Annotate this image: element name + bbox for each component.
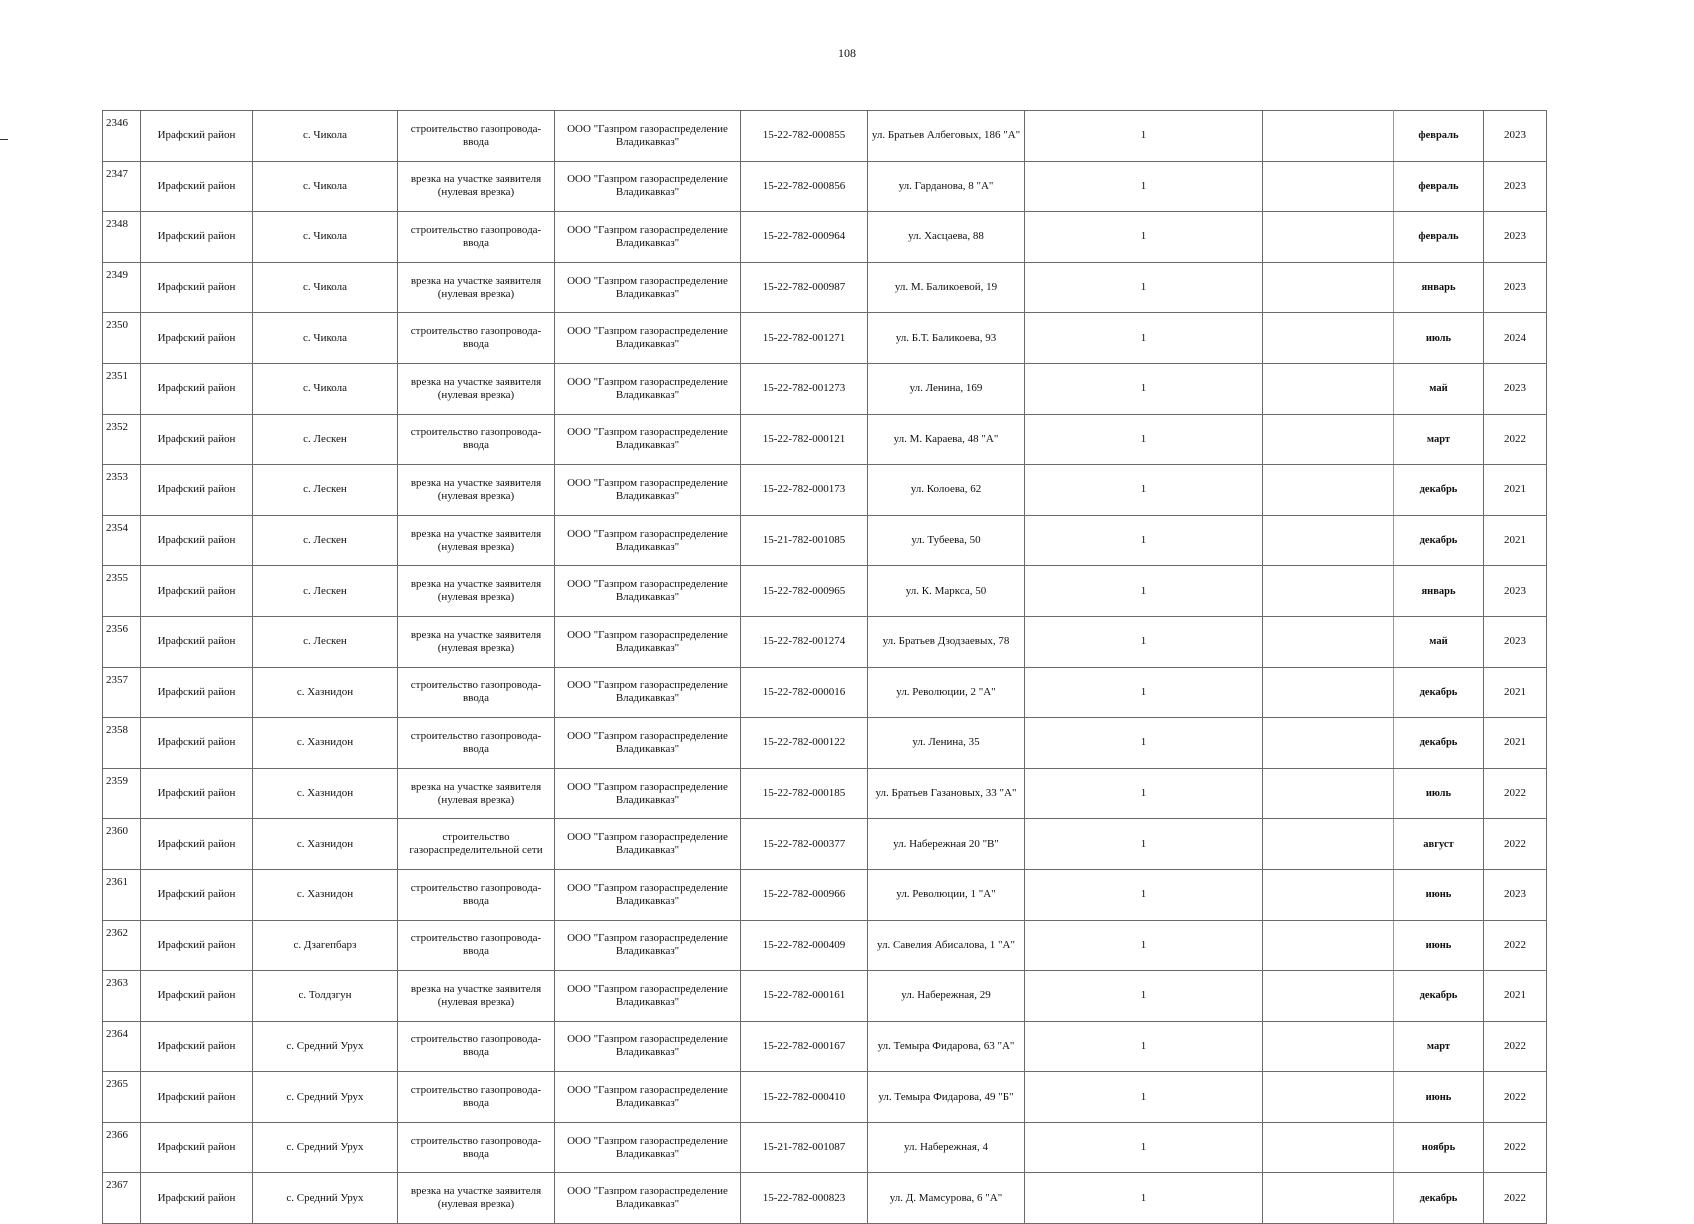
empty-cell: [1263, 1072, 1394, 1123]
address-cell: ул. Ленина, 35: [868, 718, 1025, 769]
quantity-cell: 1: [1025, 1072, 1263, 1123]
quantity-cell: 1: [1025, 920, 1263, 971]
table-row: [103, 111, 1547, 162]
work-type-cell: строительство газопровода-ввода: [398, 313, 555, 364]
row-number-cell: 2350: [103, 313, 141, 364]
month-cell: февраль: [1394, 111, 1484, 162]
application-code-cell: 15-22-782-000122: [741, 718, 868, 769]
work-type-cell: врезка на участке заявителя (нулевая врезка): [398, 363, 555, 414]
work-type-cell: врезка на участке заявителя (нулевая врезка): [398, 971, 555, 1022]
year-cell: 2021: [1484, 971, 1547, 1022]
application-code-cell: 15-22-782-000167: [741, 1021, 868, 1072]
year-cell: 2021: [1484, 718, 1547, 769]
district-cell: Ирафский район: [141, 1021, 253, 1072]
month-cell: декабрь: [1394, 465, 1484, 516]
locality-cell: с. Лескен: [253, 515, 398, 566]
empty-cell: [1263, 718, 1394, 769]
application-code-cell: 15-22-782-000161: [741, 971, 868, 1022]
year-cell: 2023: [1484, 566, 1547, 617]
organization-cell: ООО "Газпром газораспределение Владикавказ": [555, 718, 741, 769]
year-cell: 2023: [1484, 212, 1547, 263]
table-row: [103, 768, 1547, 819]
quantity-cell: 1: [1025, 1173, 1263, 1224]
address-cell: ул. М. Баликоевой, 19: [868, 262, 1025, 313]
work-type-cell: строительство газопровода-ввода: [398, 212, 555, 263]
work-type-cell: строительство газопровода-ввода: [398, 414, 555, 465]
month-cell: январь: [1394, 566, 1484, 617]
district-cell: Ирафский район: [141, 1072, 253, 1123]
district-cell: Ирафский район: [141, 515, 253, 566]
empty-cell: [1263, 667, 1394, 718]
year-cell: 2021: [1484, 515, 1547, 566]
application-code-cell: 15-22-782-001273: [741, 363, 868, 414]
work-type-cell: врезка на участке заявителя (нулевая врезка): [398, 465, 555, 516]
work-type-cell: строительство газопровода-ввода: [398, 1122, 555, 1173]
locality-cell: с. Чикола: [253, 212, 398, 263]
address-cell: ул. Колоева, 62: [868, 465, 1025, 516]
empty-cell: [1263, 1122, 1394, 1173]
address-cell: ул. Революции, 1 "А": [868, 869, 1025, 920]
organization-cell: ООО "Газпром газораспределение Владикавказ": [555, 111, 741, 162]
locality-cell: с. Хазнидон: [253, 768, 398, 819]
month-cell: февраль: [1394, 212, 1484, 263]
year-cell: 2022: [1484, 920, 1547, 971]
application-code-cell: 15-22-782-000965: [741, 566, 868, 617]
locality-cell: с. Лескен: [253, 414, 398, 465]
district-cell: Ирафский район: [141, 363, 253, 414]
table-row: [103, 313, 1547, 364]
address-cell: ул. Темыра Фидарова, 49 "Б": [868, 1072, 1025, 1123]
locality-cell: с. Лескен: [253, 616, 398, 667]
row-number-cell: 2353: [103, 465, 141, 516]
work-type-cell: врезка на участке заявителя (нулевая врезка): [398, 515, 555, 566]
application-code-cell: 15-22-782-000409: [741, 920, 868, 971]
table-row: [103, 1122, 1547, 1173]
row-number-cell: 2346: [103, 111, 141, 162]
district-cell: Ирафский район: [141, 920, 253, 971]
year-cell: 2021: [1484, 667, 1547, 718]
empty-cell: [1263, 363, 1394, 414]
application-code-cell: 15-22-782-000121: [741, 414, 868, 465]
locality-cell: с. Средний Урух: [253, 1122, 398, 1173]
locality-cell: с. Лескен: [253, 566, 398, 617]
organization-cell: ООО "Газпром газораспределение Владикавказ": [555, 161, 741, 212]
year-cell: 2022: [1484, 1072, 1547, 1123]
quantity-cell: 1: [1025, 515, 1263, 566]
month-cell: декабрь: [1394, 667, 1484, 718]
row-number-cell: 2357: [103, 667, 141, 718]
work-type-cell: строительство газораспределительной сети: [398, 819, 555, 870]
district-cell: Ирафский район: [141, 819, 253, 870]
table-row: [103, 819, 1547, 870]
address-cell: ул. Гарданова, 8 "А": [868, 161, 1025, 212]
empty-cell: [1263, 313, 1394, 364]
year-cell: 2024: [1484, 313, 1547, 364]
table-row: [103, 414, 1547, 465]
locality-cell: с. Чикола: [253, 363, 398, 414]
locality-cell: с. Чикола: [253, 161, 398, 212]
quantity-cell: 1: [1025, 212, 1263, 263]
year-cell: 2022: [1484, 1122, 1547, 1173]
month-cell: август: [1394, 819, 1484, 870]
year-cell: 2023: [1484, 111, 1547, 162]
quantity-cell: 1: [1025, 869, 1263, 920]
quantity-cell: 1: [1025, 667, 1263, 718]
organization-cell: ООО "Газпром газораспределение Владикавказ": [555, 1173, 741, 1224]
row-number-cell: 2366: [103, 1122, 141, 1173]
district-cell: Ирафский район: [141, 971, 253, 1022]
month-cell: март: [1394, 414, 1484, 465]
empty-cell: [1263, 920, 1394, 971]
district-cell: Ирафский район: [141, 768, 253, 819]
organization-cell: ООО "Газпром газораспределение Владикавказ": [555, 515, 741, 566]
organization-cell: ООО "Газпром газораспределение Владикавказ": [555, 262, 741, 313]
empty-cell: [1263, 262, 1394, 313]
address-cell: ул. Братьев Газановых, 33 "А": [868, 768, 1025, 819]
work-type-cell: врезка на участке заявителя (нулевая врезка): [398, 768, 555, 819]
month-cell: декабрь: [1394, 1173, 1484, 1224]
table-row: [103, 1072, 1547, 1123]
application-code-cell: 15-22-782-000410: [741, 1072, 868, 1123]
application-code-cell: 15-22-782-000964: [741, 212, 868, 263]
organization-cell: ООО "Газпром газораспределение Владикавказ": [555, 414, 741, 465]
district-cell: Ирафский район: [141, 161, 253, 212]
work-type-cell: строительство газопровода-ввода: [398, 1021, 555, 1072]
address-cell: ул. Набережная 20 "В": [868, 819, 1025, 870]
district-cell: Ирафский район: [141, 262, 253, 313]
work-type-cell: врезка на участке заявителя (нулевая врезка): [398, 1173, 555, 1224]
organization-cell: ООО "Газпром газораспределение Владикавказ": [555, 920, 741, 971]
locality-cell: с. Хазнидон: [253, 718, 398, 769]
month-cell: февраль: [1394, 161, 1484, 212]
work-type-cell: строительство газопровода-ввода: [398, 869, 555, 920]
work-type-cell: строительство газопровода-ввода: [398, 718, 555, 769]
empty-cell: [1263, 566, 1394, 617]
quantity-cell: 1: [1025, 161, 1263, 212]
quantity-cell: 1: [1025, 363, 1263, 414]
quantity-cell: 1: [1025, 971, 1263, 1022]
district-cell: Ирафский район: [141, 667, 253, 718]
row-number-cell: 2365: [103, 1072, 141, 1123]
table-row: [103, 667, 1547, 718]
year-cell: 2023: [1484, 616, 1547, 667]
row-number-cell: 2364: [103, 1021, 141, 1072]
quantity-cell: 1: [1025, 718, 1263, 769]
locality-cell: с. Хазнидон: [253, 667, 398, 718]
table-row: [103, 465, 1547, 516]
district-cell: Ирафский район: [141, 718, 253, 769]
district-cell: Ирафский район: [141, 869, 253, 920]
month-cell: май: [1394, 616, 1484, 667]
quantity-cell: 1: [1025, 111, 1263, 162]
work-type-cell: строительство газопровода-ввода: [398, 920, 555, 971]
work-type-cell: врезка на участке заявителя (нулевая врезка): [398, 566, 555, 617]
empty-cell: [1263, 768, 1394, 819]
empty-cell: [1263, 515, 1394, 566]
work-type-cell: врезка на участке заявителя (нулевая врезка): [398, 262, 555, 313]
locality-cell: с. Чикола: [253, 111, 398, 162]
table-row: [103, 920, 1547, 971]
district-cell: Ирафский район: [141, 1173, 253, 1224]
month-cell: июнь: [1394, 1072, 1484, 1123]
quantity-cell: 1: [1025, 414, 1263, 465]
address-cell: ул. Савелия Абисалова, 1 "А": [868, 920, 1025, 971]
month-cell: март: [1394, 1021, 1484, 1072]
row-number-cell: 2362: [103, 920, 141, 971]
quantity-cell: 1: [1025, 819, 1263, 870]
district-cell: Ирафский район: [141, 414, 253, 465]
quantity-cell: 1: [1025, 313, 1263, 364]
locality-cell: с. Хазнидон: [253, 819, 398, 870]
locality-cell: с. Средний Урух: [253, 1173, 398, 1224]
district-cell: Ирафский район: [141, 465, 253, 516]
row-number-cell: 2363: [103, 971, 141, 1022]
application-code-cell: 15-22-782-001274: [741, 616, 868, 667]
margin-mark: [0, 139, 8, 140]
organization-cell: ООО "Газпром газораспределение Владикавказ": [555, 313, 741, 364]
address-cell: ул. Братьев Дзодзаевых, 78: [868, 616, 1025, 667]
application-code-cell: 15-22-782-000856: [741, 161, 868, 212]
month-cell: июль: [1394, 313, 1484, 364]
month-cell: декабрь: [1394, 971, 1484, 1022]
address-cell: ул. К. Маркса, 50: [868, 566, 1025, 617]
table-row: [103, 515, 1547, 566]
organization-cell: ООО "Газпром газораспределение Владикавказ": [555, 1021, 741, 1072]
row-number-cell: 2358: [103, 718, 141, 769]
application-code-cell: 15-21-782-001085: [741, 515, 868, 566]
month-cell: декабрь: [1394, 718, 1484, 769]
locality-cell: с. Чикола: [253, 313, 398, 364]
application-code-cell: 15-22-782-000855: [741, 111, 868, 162]
address-cell: ул. Братьев Албеговых, 186 "А": [868, 111, 1025, 162]
month-cell: ноябрь: [1394, 1122, 1484, 1173]
year-cell: 2023: [1484, 161, 1547, 212]
empty-cell: [1263, 819, 1394, 870]
work-type-cell: врезка на участке заявителя (нулевая врезка): [398, 616, 555, 667]
quantity-cell: 1: [1025, 768, 1263, 819]
application-code-cell: 15-22-782-000016: [741, 667, 868, 718]
district-cell: Ирафский район: [141, 313, 253, 364]
district-cell: Ирафский район: [141, 111, 253, 162]
year-cell: 2023: [1484, 869, 1547, 920]
address-cell: ул. Набережная, 4: [868, 1122, 1025, 1173]
row-number-cell: 2348: [103, 212, 141, 263]
organization-cell: ООО "Газпром газораспределение Владикавказ": [555, 465, 741, 516]
empty-cell: [1263, 1021, 1394, 1072]
locality-cell: с. Хазнидон: [253, 869, 398, 920]
application-code-cell: 15-21-782-001087: [741, 1122, 868, 1173]
locality-cell: с. Дзагепбарз: [253, 920, 398, 971]
table-row: [103, 161, 1547, 212]
district-cell: Ирафский район: [141, 1122, 253, 1173]
month-cell: май: [1394, 363, 1484, 414]
table-row: [103, 566, 1547, 617]
organization-cell: ООО "Газпром газораспределение Владикавказ": [555, 1122, 741, 1173]
gas-connection-table: [102, 110, 1547, 1224]
month-cell: январь: [1394, 262, 1484, 313]
address-cell: ул. Б.Т. Баликоева, 93: [868, 313, 1025, 364]
table-row: [103, 262, 1547, 313]
application-code-cell: 15-22-782-000377: [741, 819, 868, 870]
table-row: [103, 869, 1547, 920]
empty-cell: [1263, 111, 1394, 162]
empty-cell: [1263, 161, 1394, 212]
application-code-cell: 15-22-782-001271: [741, 313, 868, 364]
locality-cell: с. Толдзгун: [253, 971, 398, 1022]
row-number-cell: 2367: [103, 1173, 141, 1224]
row-number-cell: 2360: [103, 819, 141, 870]
district-cell: Ирафский район: [141, 616, 253, 667]
address-cell: ул. Хасцаева, 88: [868, 212, 1025, 263]
work-type-cell: строительство газопровода-ввода: [398, 111, 555, 162]
organization-cell: ООО "Газпром газораспределение Владикавказ": [555, 869, 741, 920]
quantity-cell: 1: [1025, 566, 1263, 617]
locality-cell: с. Средний Урух: [253, 1021, 398, 1072]
application-code-cell: 15-22-782-000966: [741, 869, 868, 920]
year-cell: 2022: [1484, 414, 1547, 465]
year-cell: 2022: [1484, 819, 1547, 870]
address-cell: ул. Темыра Фидарова, 63 "А": [868, 1021, 1025, 1072]
address-cell: ул. Революции, 2 "А": [868, 667, 1025, 718]
quantity-cell: 1: [1025, 616, 1263, 667]
work-type-cell: строительство газопровода-ввода: [398, 1072, 555, 1123]
organization-cell: ООО "Газпром газораспределение Владикавказ": [555, 819, 741, 870]
row-number-cell: 2356: [103, 616, 141, 667]
row-number-cell: 2347: [103, 161, 141, 212]
address-cell: ул. М. Караева, 48 "А": [868, 414, 1025, 465]
year-cell: 2023: [1484, 363, 1547, 414]
year-cell: 2023: [1484, 262, 1547, 313]
work-type-cell: строительство газопровода-ввода: [398, 667, 555, 718]
year-cell: 2022: [1484, 1021, 1547, 1072]
month-cell: июнь: [1394, 869, 1484, 920]
quantity-cell: 1: [1025, 1021, 1263, 1072]
quantity-cell: 1: [1025, 262, 1263, 313]
table-row: [103, 718, 1547, 769]
month-cell: июнь: [1394, 920, 1484, 971]
organization-cell: ООО "Газпром газораспределение Владикавказ": [555, 768, 741, 819]
application-code-cell: 15-22-782-000987: [741, 262, 868, 313]
district-cell: Ирафский район: [141, 566, 253, 617]
row-number-cell: 2349: [103, 262, 141, 313]
locality-cell: с. Лескен: [253, 465, 398, 516]
empty-cell: [1263, 616, 1394, 667]
row-number-cell: 2352: [103, 414, 141, 465]
organization-cell: ООО "Газпром газораспределение Владикавказ": [555, 363, 741, 414]
table-row: [103, 212, 1547, 263]
row-number-cell: 2355: [103, 566, 141, 617]
address-cell: ул. Ленина, 169: [868, 363, 1025, 414]
page-number: 108: [838, 46, 856, 60]
row-number-cell: 2361: [103, 869, 141, 920]
work-type-cell: врезка на участке заявителя (нулевая врезка): [398, 161, 555, 212]
organization-cell: ООО "Газпром газораспределение Владикавказ": [555, 971, 741, 1022]
row-number-cell: 2351: [103, 363, 141, 414]
address-cell: ул. Д. Мамсурова, 6 "А": [868, 1173, 1025, 1224]
organization-cell: ООО "Газпром газораспределение Владикавказ": [555, 1072, 741, 1123]
table-row: [103, 616, 1547, 667]
organization-cell: ООО "Газпром газораспределение Владикавказ": [555, 616, 741, 667]
table-row: [103, 971, 1547, 1022]
quantity-cell: 1: [1025, 465, 1263, 516]
empty-cell: [1263, 971, 1394, 1022]
empty-cell: [1263, 414, 1394, 465]
district-cell: Ирафский район: [141, 212, 253, 263]
empty-cell: [1263, 212, 1394, 263]
month-cell: декабрь: [1394, 515, 1484, 566]
application-code-cell: 15-22-782-000185: [741, 768, 868, 819]
organization-cell: ООО "Газпром газораспределение Владикавказ": [555, 566, 741, 617]
month-cell: июль: [1394, 768, 1484, 819]
row-number-cell: 2359: [103, 768, 141, 819]
address-cell: ул. Тубеева, 50: [868, 515, 1025, 566]
address-cell: ул. Набережная, 29: [868, 971, 1025, 1022]
locality-cell: с. Чикола: [253, 262, 398, 313]
quantity-cell: 1: [1025, 1122, 1263, 1173]
organization-cell: ООО "Газпром газораспределение Владикавказ": [555, 667, 741, 718]
table-body: [103, 111, 1547, 1224]
year-cell: 2022: [1484, 768, 1547, 819]
empty-cell: [1263, 869, 1394, 920]
organization-cell: ООО "Газпром газораспределение Владикавказ": [555, 212, 741, 263]
empty-cell: [1263, 465, 1394, 516]
table-row: [103, 1173, 1547, 1224]
year-cell: 2021: [1484, 465, 1547, 516]
table-row: [103, 1021, 1547, 1072]
application-code-cell: 15-22-782-000823: [741, 1173, 868, 1224]
locality-cell: с. Средний Урух: [253, 1072, 398, 1123]
row-number-cell: 2354: [103, 515, 141, 566]
table-row: [103, 363, 1547, 414]
application-code-cell: 15-22-782-000173: [741, 465, 868, 516]
year-cell: 2022: [1484, 1173, 1547, 1224]
empty-cell: [1263, 1173, 1394, 1224]
